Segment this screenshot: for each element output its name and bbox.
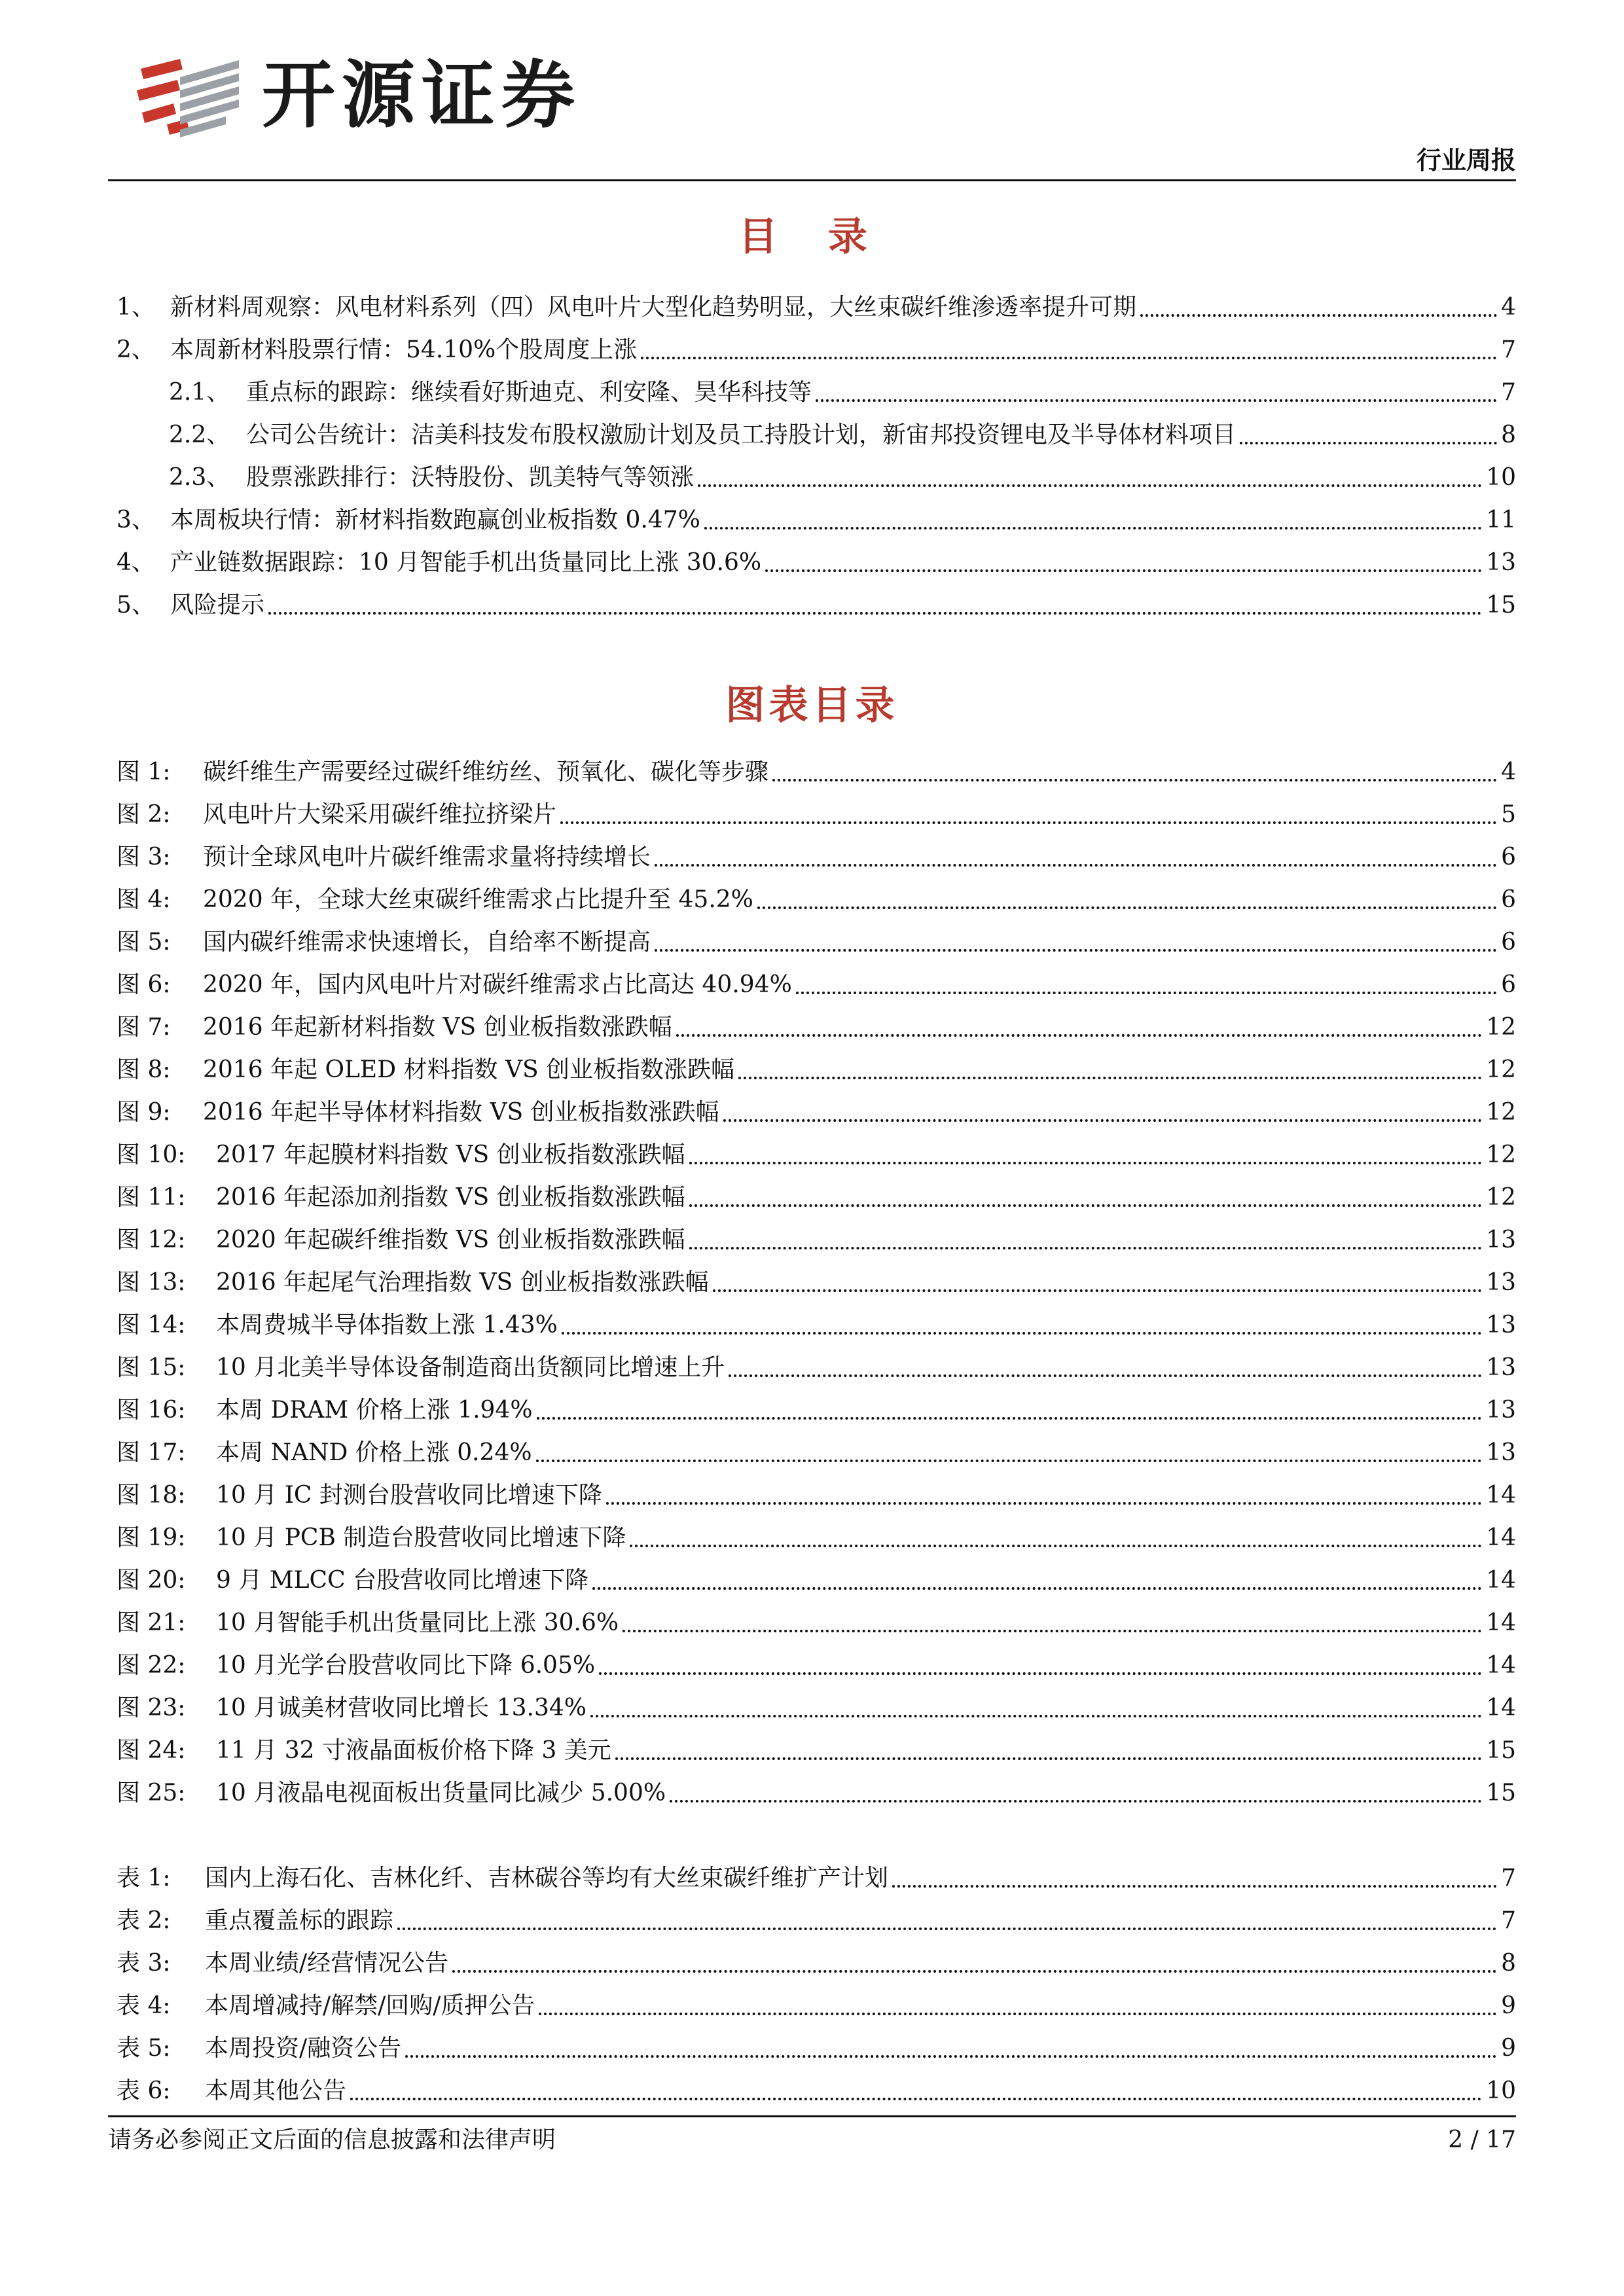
dot-leader: [615, 1757, 1482, 1760]
page-indicator: 2 / 17: [1448, 2126, 1516, 2153]
brand-name: 开源证券: [262, 53, 581, 138]
table-entry[interactable]: [117, 2027, 1516, 2070]
figure-entry[interactable]: [117, 1516, 1516, 1559]
entry-title: 重点覆盖标的跟踪: [205, 1907, 394, 1934]
header-divider: [108, 179, 1516, 181]
entry-title: 2016 年起添加剂指数 VS 创业板指数涨跌幅: [216, 1184, 685, 1211]
entry-number: 图 2:: [117, 801, 171, 828]
dot-leader: [599, 1672, 1482, 1675]
dot-leader: [397, 1928, 1497, 1930]
figure-entry[interactable]: [117, 921, 1516, 963]
entry-title: 风险提示: [170, 592, 265, 619]
entry-title: 本周增减持/解禁/回购/质押公告: [205, 1992, 535, 2019]
figure-entry[interactable]: [117, 1644, 1516, 1687]
dot-leader: [452, 1970, 1497, 1973]
entry-title: 股票涨跌排行：沃特股份、凯美特气等领涨: [246, 464, 695, 491]
entry-title: 碳纤维生产需要经过碳纤维纺丝、预氧化、碳化等步骤: [203, 759, 769, 785]
entry-page-number: 8: [1501, 422, 1516, 448]
entry-page-number: 6: [1501, 929, 1516, 956]
toc-entry[interactable]: [169, 456, 1516, 499]
entry-number: 表 2:: [117, 1907, 171, 1934]
figure-entry[interactable]: [117, 963, 1516, 1006]
dot-leader: [772, 779, 1497, 781]
dot-leader: [405, 2055, 1497, 2058]
entry-page-number: 15: [1486, 1737, 1516, 1764]
entry-title: 2020 年起碳纤维指数 VS 创业板指数涨跌幅: [216, 1227, 685, 1253]
figure-entry[interactable]: [117, 1602, 1516, 1644]
table-entry[interactable]: [117, 1857, 1516, 1899]
entry-page-number: 6: [1501, 844, 1516, 870]
entry-page-number: 14: [1486, 1524, 1516, 1551]
figure-entry[interactable]: [117, 1176, 1516, 1219]
toc-entry[interactable]: [117, 584, 1516, 626]
entry-title: 2016 年起半导体材料指数 VS 创业板指数涨跌幅: [203, 1099, 719, 1126]
entry-page-number: 4: [1501, 759, 1516, 785]
entry-number: 图 19:: [117, 1524, 186, 1551]
dot-leader: [723, 1119, 1483, 1122]
dot-leader: [623, 1630, 1482, 1632]
dot-leader: [689, 1247, 1483, 1249]
entry-page-number: 7: [1501, 336, 1516, 363]
entry-number: 表 4:: [117, 1992, 171, 2019]
entry-number: 图 4:: [117, 886, 171, 913]
dot-leader: [816, 399, 1497, 402]
entry-title: 10 月光学台股营收同比下降 6.05%: [216, 1652, 596, 1679]
entry-number: 3、: [117, 507, 155, 533]
figure-entry[interactable]: [117, 836, 1516, 878]
entry-number: 图 5:: [117, 929, 171, 956]
entry-number: 2.1、: [169, 379, 230, 406]
dot-leader: [689, 1204, 1483, 1207]
dot-leader: [268, 612, 1482, 615]
entry-page-number: 9: [1501, 2035, 1516, 2062]
entry-number: 图 3:: [117, 844, 171, 870]
dot-leader: [704, 527, 1482, 529]
dot-leader: [729, 1374, 1482, 1377]
dot-leader: [606, 1502, 1482, 1505]
dot-leader: [655, 864, 1497, 867]
entry-title: 本周板块行情：新材料指数跑赢创业板指数 0.47%: [170, 507, 700, 533]
figure-entry[interactable]: [117, 1134, 1516, 1176]
entry-page-number: 13: [1486, 1227, 1516, 1253]
entry-page-number: 13: [1486, 1397, 1516, 1424]
entry-title: 10 月 IC 封测台股营收同比增速下降: [216, 1482, 602, 1509]
entry-number: 图 11:: [117, 1184, 186, 1211]
dot-leader: [698, 484, 1482, 487]
entry-number: 图 8:: [117, 1056, 171, 1083]
figure-entry[interactable]: [117, 1559, 1516, 1602]
entry-number: 图 17:: [117, 1439, 186, 1466]
entry-page-number: 12: [1486, 1099, 1516, 1126]
toc-entry[interactable]: [169, 414, 1516, 456]
entry-number: 图 16:: [117, 1397, 186, 1424]
toc-entry[interactable]: [117, 499, 1516, 541]
entry-page-number: 7: [1501, 1865, 1516, 1892]
entry-page-number: 14: [1486, 1609, 1516, 1636]
dot-leader: [670, 1800, 1482, 1803]
entry-page-number: 13: [1486, 1439, 1516, 1466]
dot-leader: [590, 1715, 1482, 1717]
dot-leader: [539, 2013, 1497, 2015]
entry-number: 表 6:: [117, 2077, 171, 2104]
dot-leader: [689, 1162, 1483, 1164]
entry-title: 重点标的跟踪：继续看好斯迪克、利安隆、昊华科技等: [246, 379, 812, 406]
dot-leader: [655, 949, 1497, 952]
dot-leader: [641, 357, 1497, 359]
entry-page-number: 14: [1486, 1695, 1516, 1721]
dot-leader: [796, 992, 1497, 994]
kaiyuan-logo-icon: [134, 46, 245, 151]
entry-number: 图 10:: [117, 1141, 186, 1168]
entry-page-number: 13: [1486, 549, 1516, 576]
entry-page-number: 8: [1501, 1950, 1516, 1977]
entry-number: 图 15:: [117, 1354, 186, 1381]
toc-entry[interactable]: [117, 329, 1516, 371]
figure-entry[interactable]: [117, 1687, 1516, 1729]
entry-page-number: 4: [1501, 294, 1516, 321]
table-entry[interactable]: [117, 1984, 1516, 2027]
entry-number: 图 6:: [117, 971, 171, 998]
entry-title: 10 月诚美材营收同比增长 13.34%: [216, 1695, 586, 1721]
figure-entry[interactable]: [117, 1006, 1516, 1049]
figure-entry[interactable]: [117, 1431, 1516, 1474]
entry-title: 10 月北美半导体设备制造商出货额同比增速上升: [216, 1354, 725, 1381]
toc-title: 目 录: [738, 214, 886, 260]
toc-entry[interactable]: [117, 286, 1516, 329]
entry-number: 图 9:: [117, 1099, 171, 1126]
entry-title: 11 月 32 寸液晶面板价格下降 3 美元: [216, 1737, 611, 1764]
entry-title: 本周投资/融资公告: [205, 2035, 402, 2062]
footer-divider: [108, 2115, 1516, 2117]
entry-title: 本周其他公告: [205, 2077, 347, 2104]
entry-number: 图 21:: [117, 1609, 186, 1636]
entry-title: 本周 NAND 价格上涨 0.24%: [216, 1439, 532, 1466]
entry-page-number: 12: [1486, 1014, 1516, 1041]
entry-page-number: 5: [1501, 801, 1516, 828]
dot-leader: [630, 1545, 1482, 1547]
entry-number: 图 12:: [117, 1227, 186, 1253]
entry-page-number: 7: [1501, 1907, 1516, 1934]
entry-page-number: 7: [1501, 379, 1516, 406]
entry-title: 2016 年起尾气治理指数 VS 创业板指数涨跌幅: [216, 1269, 709, 1296]
entry-page-number: 12: [1486, 1056, 1516, 1083]
entry-title: 2020 年，国内风电叶片对碳纤维需求占比高达 40.94%: [203, 971, 792, 998]
entry-number: 图 22:: [117, 1652, 186, 1679]
figure-entry[interactable]: [117, 1346, 1516, 1389]
entry-title: 10 月智能手机出货量同比上涨 30.6%: [216, 1609, 619, 1636]
entry-title: 国内碳纤维需求快速增长，自给率不断提高: [203, 929, 651, 956]
entry-title: 本周费城半导体指数上涨 1.43%: [216, 1312, 558, 1338]
entry-number: 2.3、: [169, 464, 230, 491]
entry-number: 表 3:: [117, 1950, 171, 1977]
entry-page-number: 13: [1486, 1269, 1516, 1296]
entry-page-number: 14: [1486, 1567, 1516, 1594]
figure-entry[interactable]: [117, 1474, 1516, 1516]
entry-page-number: 14: [1486, 1652, 1516, 1679]
table-entry[interactable]: [117, 2070, 1516, 2112]
entry-number: 图 14:: [117, 1312, 186, 1338]
entry-title: 2020 年，全球大丝束碳纤维需求占比提升至 45.2%: [203, 886, 753, 913]
figure-entry[interactable]: [117, 1729, 1516, 1772]
entry-number: 图 23:: [117, 1695, 186, 1721]
dot-leader: [765, 569, 1482, 572]
entry-number: 图 1:: [117, 759, 171, 785]
entry-title: 国内上海石化、吉林化纤、吉林碳谷等均有大丝束碳纤维扩产计划: [205, 1865, 889, 1892]
entry-page-number: 6: [1501, 886, 1516, 913]
entry-title: 本周新材料股票行情：54.10%个股周度上涨: [170, 336, 638, 363]
entry-page-number: 15: [1486, 1780, 1516, 1806]
figure-entry[interactable]: [117, 1091, 1516, 1134]
figure-entry[interactable]: [117, 751, 1516, 793]
dot-leader: [537, 1417, 1483, 1420]
dot-leader: [350, 2098, 1482, 2100]
figure-entry[interactable]: [117, 1772, 1516, 1814]
dot-leader: [536, 1460, 1483, 1462]
entry-number: 1、: [117, 294, 155, 321]
entry-title: 2017 年起膜材料指数 VS 创业板指数涨跌幅: [216, 1141, 685, 1168]
figure-entry[interactable]: [117, 793, 1516, 836]
entry-number: 5、: [117, 592, 155, 619]
entry-number: 图 7:: [117, 1014, 171, 1041]
figure-entry[interactable]: [117, 1049, 1516, 1091]
entry-number: 表 1:: [117, 1865, 171, 1892]
entry-page-number: 13: [1486, 1354, 1516, 1381]
entry-page-number: 9: [1501, 1992, 1516, 2019]
toc-entry[interactable]: [117, 541, 1516, 584]
dot-leader: [1240, 442, 1497, 444]
dot-leader: [757, 906, 1497, 909]
entry-page-number: 12: [1486, 1184, 1516, 1211]
entry-title: 10 月 PCB 制造台股营收同比增速下降: [216, 1524, 626, 1551]
entry-title: 10 月液晶电视面板出货量同比减少 5.00%: [216, 1780, 666, 1806]
entry-page-number: 13: [1486, 1312, 1516, 1338]
entry-page-number: 11: [1486, 507, 1516, 533]
entry-number: 2.2、: [169, 422, 230, 448]
figure-entry[interactable]: [117, 1219, 1516, 1261]
entry-number: 图 25:: [117, 1780, 186, 1806]
entry-number: 图 24:: [117, 1737, 186, 1764]
toc-entry[interactable]: [169, 371, 1516, 414]
entry-number: 图 18:: [117, 1482, 186, 1509]
entry-title: 本周业绩/经营情况公告: [205, 1950, 449, 1977]
table-entry[interactable]: [117, 1899, 1516, 1942]
entry-title: 9 月 MLCC 台股营收同比增速下降: [216, 1567, 589, 1594]
entry-title: 新材料周观察：风电材料系列（四）风电叶片大型化趋势明显，大丝束碳纤维渗透率提升可期: [170, 294, 1137, 321]
entry-page-number: 6: [1501, 971, 1516, 998]
entry-page-number: 10: [1486, 2077, 1516, 2104]
entry-number: 2、: [117, 336, 155, 363]
figure-entry[interactable]: [117, 1261, 1516, 1304]
figure-entry[interactable]: [117, 878, 1516, 921]
dot-leader: [1140, 314, 1497, 317]
entry-title: 2016 年起新材料指数 VS 创业板指数涨跌幅: [203, 1014, 672, 1041]
dot-leader: [560, 821, 1497, 824]
entry-title: 2016 年起 OLED 材料指数 VS 创业板指数涨跌幅: [203, 1056, 735, 1083]
dot-leader: [592, 1587, 1482, 1590]
entry-title: 风电叶片大梁采用碳纤维拉挤梁片: [203, 801, 557, 828]
dot-leader: [676, 1034, 1483, 1037]
entry-number: 图 13:: [117, 1269, 186, 1296]
dot-leader: [562, 1332, 1482, 1335]
document-type-label: 行业周报: [1416, 146, 1516, 175]
footer-disclaimer: 请务必参阅正文后面的信息披露和法律声明: [108, 2126, 556, 2153]
table-entry[interactable]: [117, 1942, 1516, 1984]
entry-title: 预计全球风电叶片碳纤维需求量将持续增长: [203, 844, 651, 870]
entry-title: 公司公告统计：洁美科技发布股权激励计划及员工持股计划，新宙邦投资锂电及半导体材料项目: [246, 422, 1236, 448]
entry-page-number: 12: [1486, 1141, 1516, 1168]
dot-leader: [738, 1077, 1482, 1079]
entry-title: 产业链数据跟踪：10 月智能手机出货量同比上涨 30.6%: [170, 549, 762, 576]
dot-leader: [892, 1885, 1497, 1888]
entry-number: 图 20:: [117, 1567, 186, 1594]
entry-page-number: 10: [1486, 464, 1516, 491]
figure-entry[interactable]: [117, 1304, 1516, 1346]
entry-number: 表 5:: [117, 2035, 171, 2062]
entry-title: 本周 DRAM 价格上涨 1.94%: [216, 1397, 533, 1424]
entry-page-number: 14: [1486, 1482, 1516, 1509]
entry-number: 4、: [117, 549, 155, 576]
figure-list-title: 图表目录: [725, 683, 899, 728]
figure-entry[interactable]: [117, 1389, 1516, 1431]
entry-page-number: 15: [1486, 592, 1516, 619]
dot-leader: [713, 1289, 1483, 1292]
